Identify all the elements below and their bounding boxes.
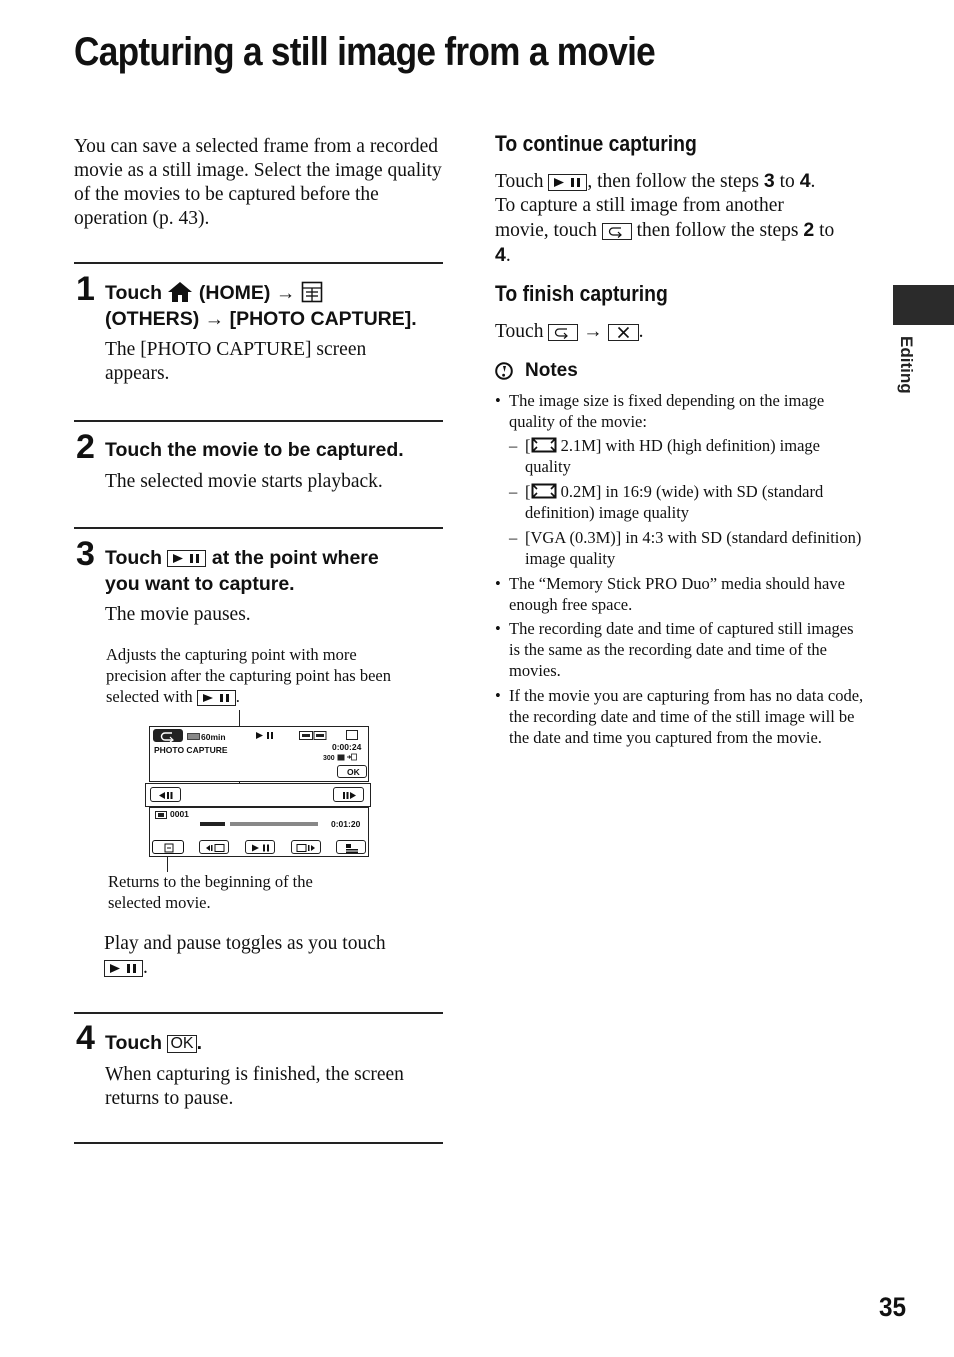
skip-back-icon <box>200 841 230 855</box>
lcd-frame-adjust-bar <box>145 783 371 807</box>
step-2-body: The selected movie starts playback. <box>105 471 383 492</box>
others-icon <box>301 281 323 303</box>
return-button[interactable] <box>602 223 632 240</box>
note-subitem: [ 0.2M] in 16:9 (wide) with SD (standard definition) image quality <box>525 482 824 522</box>
lcd-bottom-panel <box>149 807 369 857</box>
note-item: The “Memory Stick PRO Duo” media should have enough free space. <box>509 574 845 614</box>
play-pause-button[interactable] <box>167 550 206 567</box>
finish-heading: To finish capturing <box>495 281 668 306</box>
lcd-play-pause-button[interactable] <box>245 840 275 854</box>
note-subitem: [ 2.1M] with HD (high definition) image quality <box>525 436 821 476</box>
return-icon <box>549 325 577 340</box>
divider <box>74 527 443 529</box>
continue-text: Touch , then follow the steps 3 to 4. To capture a still image from another movie, touch then follow the steps 2 to 4. <box>495 170 835 266</box>
lcd-battery-time: 60min <box>201 732 226 742</box>
play-pause-icon <box>198 691 235 705</box>
lcd-skip-back-button[interactable] <box>199 840 229 854</box>
finish-text: Touch → . <box>495 320 644 342</box>
lcd-option-button[interactable] <box>336 840 366 854</box>
frame-back-icon <box>151 788 182 803</box>
step-3-title: Touch at the point where you want to capture. <box>105 547 379 595</box>
return-start-icon <box>153 841 185 855</box>
step-number: 3 <box>76 535 95 573</box>
lcd-return-button[interactable] <box>153 729 183 742</box>
step-4-body: When capturing is finished, the screen returns to pause. <box>105 1064 404 1109</box>
divider <box>74 420 443 422</box>
play-pause-icon <box>246 841 276 855</box>
play-pause-icon <box>105 961 142 976</box>
close-button[interactable] <box>608 324 639 341</box>
film-icon <box>155 811 167 819</box>
continue-heading: To continue capturing <box>495 131 697 156</box>
divider <box>74 1012 443 1014</box>
return-icon <box>603 224 631 239</box>
battery-icon <box>187 733 201 740</box>
lcd-top-panel <box>149 726 369 782</box>
page-title: Capturing a still image from a movie <box>74 30 656 74</box>
notes-icon <box>495 362 513 380</box>
hd-16x9-icon <box>531 437 557 453</box>
lcd-return-start-button[interactable] <box>152 840 184 854</box>
lcd-progress-track <box>230 822 318 826</box>
step-number: 2 <box>76 428 95 466</box>
intro-paragraph: You can save a selected frame from a recorded movie as a still image. Select the image quality of the movies to be captured before the operation (p. 43). <box>74 136 442 229</box>
lcd-frame-forward-button[interactable] <box>333 787 364 802</box>
callout-return-start: Returns to the beginning of the selected movie. <box>108 872 313 912</box>
frame-forward-icon <box>334 788 365 803</box>
callout-fine-adjust: Adjusts the capturing point with more precision after the capturing point has been selected with . <box>106 645 391 706</box>
option-icon <box>337 841 367 855</box>
section-tab-marker <box>893 285 954 325</box>
note-item: If the movie you are capturing from has no data code, the recording date and time of the still image will be the date and time you captured from the movie. <box>509 686 864 747</box>
lcd-skip-forward-button[interactable] <box>291 840 321 854</box>
step-2-title: Touch the movie to be captured. <box>105 439 404 461</box>
media-icon <box>346 730 358 740</box>
lcd-progress-fill <box>200 822 225 826</box>
lcd-frame-back-button[interactable] <box>150 787 181 802</box>
divider <box>74 1142 443 1144</box>
toggle-note: Play and pause toggles as you touch . <box>104 933 386 978</box>
close-icon <box>609 325 638 340</box>
play-pause-status-icon <box>255 731 275 740</box>
step-number: 4 <box>76 1019 95 1057</box>
step-4-title: Touch OK . <box>105 1032 203 1054</box>
lcd-ok-button[interactable]: OK <box>337 765 367 778</box>
return-button[interactable] <box>548 324 578 341</box>
play-pause-button[interactable] <box>104 960 143 977</box>
play-pause-icon <box>168 551 205 566</box>
step-1-title: Touch (HOME) → (OTHERS) → [PHOTO CAPTURE]. <box>105 282 417 330</box>
note-item: The recording date and time of captured still images is the same as the recording date and time of the movies. <box>509 619 854 680</box>
step-number: 1 <box>76 270 95 308</box>
notes-heading: Notes <box>525 360 578 381</box>
lcd-current-time: 0:00:24 <box>332 742 362 752</box>
note-item: The image size is fixed depending on the image quality of the movie: <box>509 391 825 431</box>
lcd-mode-label: PHOTO CAPTURE <box>154 745 228 755</box>
step-1-body: The [PHOTO CAPTURE] screen appears. <box>105 339 367 384</box>
play-pause-button[interactable] <box>197 690 236 706</box>
note-subitem: [VGA (0.3M)] in 4:3 with SD (standard definition) image quality <box>525 528 862 568</box>
play-pause-button[interactable] <box>548 174 587 191</box>
ok-button[interactable]: OK <box>167 1035 196 1053</box>
camera-icon <box>337 753 357 761</box>
lcd-counter: 0001 <box>170 809 189 819</box>
play-pause-icon <box>549 175 586 190</box>
page-number: 35 <box>879 1292 907 1322</box>
hd-quality-icon <box>299 731 327 740</box>
lcd-photo-count: 300 <box>323 755 335 762</box>
step-3-body: The movie pauses. <box>105 604 251 625</box>
wide-16x9-icon <box>531 483 557 499</box>
home-icon <box>167 281 193 303</box>
divider <box>74 262 443 264</box>
lcd-total-time: 0:01:20 <box>331 819 361 829</box>
section-label: Editing <box>897 336 916 394</box>
skip-forward-icon <box>292 841 322 855</box>
return-icon <box>154 730 184 743</box>
